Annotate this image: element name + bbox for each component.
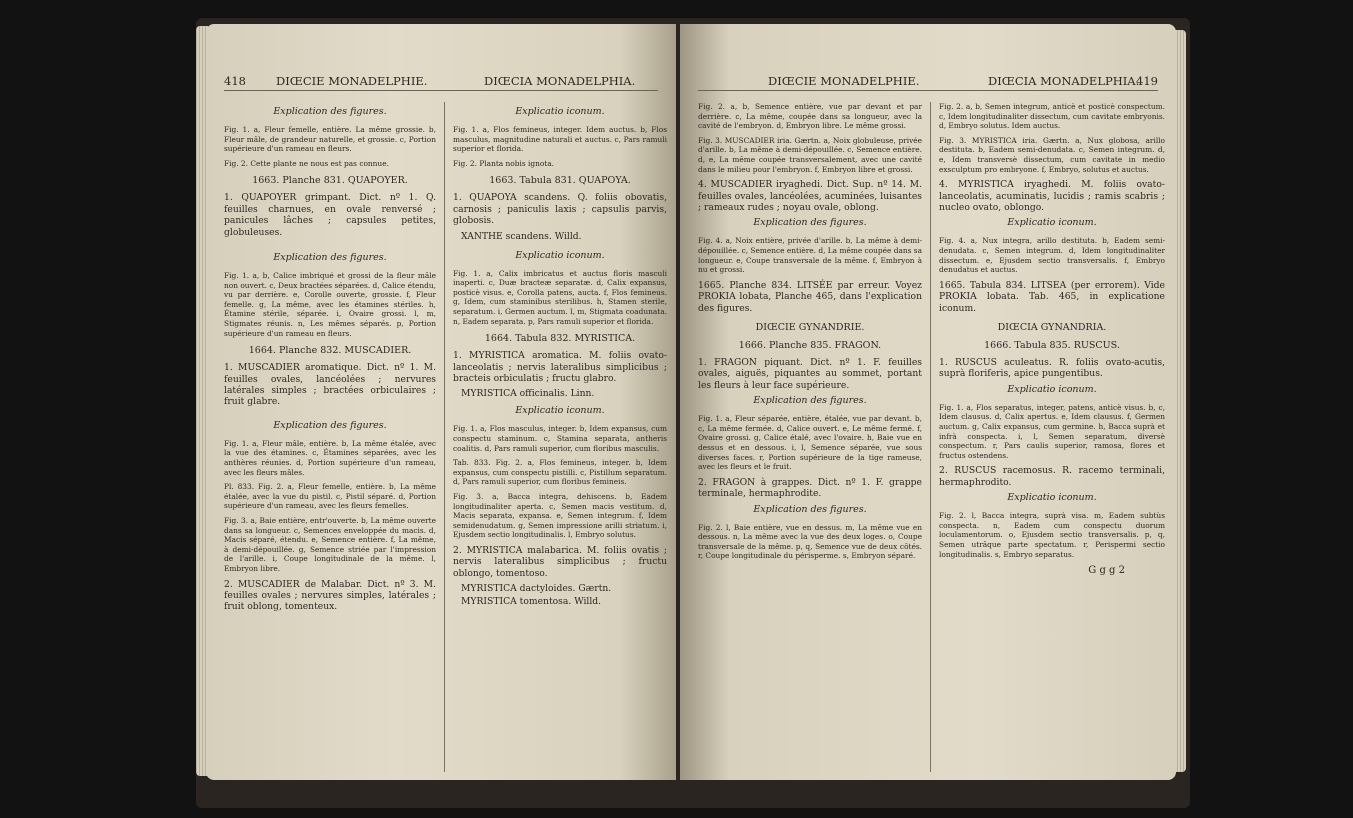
species-entry: 2. MYRISTICA malabarica. M. foliis ovatis ; nervis lateralibus simplicibus ; fructu oblongo, tomentoso. (453, 544, 667, 579)
synonym: MYRISTICA tomentosa. Willd. (461, 596, 602, 608)
expl-title: Explicatio iconum. (515, 106, 605, 117)
fig-text: Fig. 1. a, Fleur femelle, entière. La même grossie. b, Fleur mâle, de grandeur naturelle, et grossie. c, Portion supérieure d'un rameau en fleurs. (224, 125, 436, 154)
header-rule (224, 90, 658, 91)
page-number: 418 (224, 74, 246, 88)
fig-text: Fig. 1. a, Flos femineus, integer. Idem auctus. b, Flos masculus, magnitudine naturali et auctus. c, Pars ramuli superior et florida. (453, 125, 667, 154)
synonym: XANTHE scandens. Willd. (461, 230, 582, 242)
species-entry: 2. RUSCUS racemosus. R. racemo terminali, hermaphrodito. (939, 465, 1165, 488)
header-la: DIŒCIA MONADELPHIA. (988, 74, 1140, 88)
species-entry: 2. FRAGON à grappes. Dict. nº 1. F. grappe terminale, hermaphrodite. (698, 476, 922, 500)
header-rule (698, 90, 1158, 91)
species-entry: 4. MUSCADIER iryaghedi. Dict. Sup. nº 14. M. feuilles ovales, lancéolées, acuminées, luisantes ; rameaux rudes ; noyau ovale, oblong. (698, 179, 922, 213)
header-la: DIŒCIA MONADELPHIA. (484, 74, 636, 88)
expl-title: Explication des figures. (753, 217, 867, 229)
synonym: MYRISTICA dactyloides. Gærtn. (461, 583, 612, 595)
plate-heading: 1663. Tabula 831. QUAPOYA. (489, 175, 631, 187)
species-entry: 1. QUAPOYA scandens. Q. foliis obovatis, carnosis ; paniculis laxis ; capsulis parvis, globosis. (453, 192, 667, 227)
plate-heading: 1663. Planche 831. QUAPOYER. (252, 175, 408, 187)
fig-text: Fig. 2. a, b, Semence entière, vue par devant et par derrière. c, La même, coupée dans sa longueur, avec la cavité de l'embryon. d, Embryon libre. Le même grossi. (698, 102, 922, 131)
species-entry: 1. RUSCUS aculeatus. R. foliis ovato-acutis, suprà floriferis, apice pungentibus. (939, 356, 1165, 380)
expl-title: Explication des figures. (753, 503, 867, 515)
fig-text: Fig. 3. a, Bacca integra, dehiscens. b, Eadem longitudinaliter aperta. c, Semen macis vestitum. d, Macis separata, expansa. e, Semen integrum. f, Idem semidenudatum. g, Semen impressione arilli striatum. i, Ejusdem sectio longitudinalis. l, Embryo solutus. (453, 491, 667, 540)
species-entry: 2. MUSCADIER de Malabar. Dict. nº 3. M. feuilles ovales ; nervures simples, latérales ; fruit oblong, tomenteux. (224, 578, 436, 613)
latin-column (930, 102, 1165, 772)
plate-heading: 1665. Planche 834. LITSÉE par erreur. Voyez PROKIA lobata, Planche 465, dans l'explication des figures. (698, 279, 922, 314)
fig-text: Fig. 2. l, Bacca integra, suprà visa. m, Eadem subtùs conspecta. n, Eadem cum conspectu duorum loculamentorum. o, Ejusdem sectio transversalis. p, q, Semen utrâque parte spectatum. r, Perispermi sectio longitudinalis. s, Embryo separatus. (939, 511, 1165, 559)
section-heading: DIŒCIA GYNANDRIA. (997, 321, 1107, 333)
expl-title: Explicatio iconum. (515, 249, 605, 261)
page-number: 419 (1136, 74, 1158, 88)
fig-text: Fig. 1. a, Fleur mâle, entière. b, La même étalée, avec la vue des étamines. c, Étamines séparées, avec les anthères réunies. d, Portion supérieure d'un rameau, avec les fleurs mâles. (224, 438, 436, 477)
left-page (206, 24, 676, 780)
expl-title: Explicatio iconum. (1007, 492, 1097, 504)
fig-text: Fig. 4. a, Nux integra, arillo destituta. b, Eadem semi-denudata. c, Semen integrum. d, Idem longitudinaliter dissectum. e, Ejusdem sectio transversalis. f, Embryo denudatus et auctus. (939, 236, 1165, 275)
expl-title: Explicatio iconum. (515, 405, 605, 417)
fig-text: Fig. 4. a, Noix entière, privée d'arille. b, La même à demi-dépouillée. c, Semence entière. d, La même coupée dans sa longueur. e, Coupe transversale de la même. f, Embryon à nu et grossi. (698, 236, 922, 275)
fig-text: Fig. 2. a, b, Semen integrum, anticè et posticè conspectum. c, Idem longitudinaliter dissectum, cum cavitate embryonis. d, Embryo solutus. Idem auctus. (939, 102, 1165, 131)
plate-heading: 1664. Tabula 832. MYRISTICA. (484, 333, 636, 345)
fig-text: Fig. 1. a, Fleur séparée, entière, étalée, vue par devant. b, c, La même fermée. d, Calice ouvert. e, Le même fermé. f, Ovaire grossi. g, Calice étalé, avec l'ovaire. h, Baie vue en dessus et en dessous. i, l, Semence séparée, vue sous diverses faces. r, Portion supérieure de la tige rameuse, avec les fleurs et le fruit. (698, 414, 922, 472)
expl-title: Explication des figures. (273, 106, 387, 117)
expl-title: Explication des figures. (273, 419, 387, 431)
right-page (680, 24, 1176, 780)
signature-mark: G g g 2 (1088, 565, 1125, 577)
fig-text: Fig. 1. a, Calix imbricatus et auctus floris masculi inaperti. c, Duæ bracteæ separatæ. d, Calix expansus, posticè visus. e, Corolla patens, aucta. f, Flos femineus. g, Idem, cum staminibus sterilibus. h, Stamen sterile, separatum. i, Germen auctum. l, m, Stigmata coadunata. n, Eadem separata. p, Pars ramuli superior et florida. (453, 268, 667, 326)
fig-text: Fig. 1. a, Flos masculus, integer. b, Idem expansus, cum conspectu staminum. c, Stamina separata, antheris coalitis. d, Pars ramuli superior, cum floribus masculis. (453, 424, 667, 453)
fig-text: Fig. 3. MYRISTICA iria. Gærtn. a, Nux globosa, arillo destituta. b, Eadem semi-denudata. c, Semen integrum. d, e, Idem transversè dissectum, cum cavitate in medio exsculptum pro embryone. f, Embryo, solutus et auctus. (939, 135, 1165, 174)
expl-title: Explication des figures. (273, 252, 387, 263)
species-entry: 1. QUAPOYER grimpant. Dict. nº 1. Q. feuilles charnues, en ovale renversé ; panicules lâches ; capsules petites, globuleuses. (224, 192, 436, 238)
fig-text: Fig. 1. a, b, Calice imbriqué et grossi de la fleur mâle non ouvert. c, Deux bractées séparées. d, Calice étendu, vu par derrière. e, Corolle ouverte, grossie. f, Fleur femelle. g, La même, avec les étamines stériles. h, Étamine stérile, séparée. i, Ovaire grossi. l, m, Stigmates réunis. n, Les mêmes séparés. p, Portion supérieure d'un rameau en fleurs. (224, 271, 436, 338)
expl-title: Explication des figures. (753, 395, 867, 407)
header-fr: DIŒCIE MONADELPHIE. (768, 74, 920, 88)
fig-text: Pl. 833. Fig. 2. a, Fleur femelle, entière. b, La même étalée, avec la vue du pistil. c, Pistil séparé. d, Portion supérieure d'un rameau, avec les fleurs femelles. (224, 482, 436, 511)
fig-text: Fig. 1. a, Flos separatus, integer, patens, anticè visus. b, c, Idem clausus. d, Calix apertus. e, Idem clausus. f, Germen auctum. g, Calix expansus, cum germine. h, Bacca suprà et infrà conspecta. i, l, Semen separatum, diversè conspectum. r, Pars caulis superior, ramosa, flores et fructus ostendens. (939, 402, 1165, 460)
fig-text: Fig. 2. l, Baie entière, vue en dessus. m, La même vue en dessous. n, La même avec la vue des deux loges. o, Coupe transversale de la même. p, q, Semence vue de deux côtés. r, Coupe longitudinale du périsperme. s, Embryon séparé. (698, 522, 922, 561)
plate-heading: 1665. Tabula 834. LITSEA (per errorem). Vide PROKIA lobata. Tab. 465, in explicatione iconum. (939, 279, 1165, 314)
plate-heading: 1664. Planche 832. MUSCADIER. (248, 345, 412, 357)
fig-text: Fig. 2. Cette plante ne nous est pas connue. (224, 158, 389, 168)
synonym: MYRISTICA officinalis. Linn. (461, 388, 595, 400)
fig-text: Fig. 3. MUSCADIER iria. Gærtn. a, Noix globuleuse, privée d'arille. b, La même à demi-dépouillée. c, Semence entière. d, e, La même coupée transversalement, avec une cavité dans le milieu pour l'embryon. f, Embryon libre et grossi. (698, 135, 922, 174)
species-entry: 1. FRAGON piquant. Dict. nº 1. F. feuilles ovales, aiguës, piquantes au sommet, portant les fleurs à leur face supérieure. (698, 356, 922, 391)
expl-title: Explicatio iconum. (1007, 217, 1097, 229)
header-fr: DIŒCIE MONADELPHIE. (276, 74, 428, 88)
species-entry: 4. MYRISTICA iryaghedi. M. foliis ovato-lanceolatis, acuminatis, lucidis ; ramis scabris ; nucleo ovato, oblongo. (939, 179, 1165, 213)
plate-heading: 1666. Planche 835. FRAGON. (738, 339, 882, 351)
fig-text: Tab. 833. Fig. 2. a, Flos femineus, integer. b, Idem expansus, cum conspectu pistilli. c, Pistillum separatum. d, Pars ramuli superior, cum floribus femineis. (453, 458, 667, 487)
species-entry: 1. MYRISTICA aromatica. M. foliis ovato-lanceolatis ; nervis lateralibus simplicibus ; bracteis orbiculatis ; fructu glabro. (453, 350, 667, 384)
french-column (224, 102, 436, 772)
fig-text: Fig. 2. Planta nobis ignota. (453, 158, 555, 168)
expl-title: Explicatio iconum. (1007, 383, 1097, 395)
fig-text: Fig. 3. a, Baie entière, entr'ouverte. b, La même ouverte dans sa longueur. c, Semences enveloppée du macis. d, Macis séparé, étendu. e, Semence entière. f, La même, à demi-dépouillée. g, Semence striée par l'impression de l'arille. i, Coupe longitudinale de la même. l, Embryon libre. (224, 515, 436, 573)
plate-heading: 1666. Tabula 835. RUSCUS. (984, 339, 1120, 351)
section-heading: DIŒCIE GYNANDRIE. (755, 321, 865, 333)
latin-column (444, 102, 667, 772)
french-column (698, 102, 922, 772)
species-entry: 1. MUSCADIER aromatique. Dict. nº 1. M. feuilles ovales, lancéolées ; nervures latérales simples ; bractées orbiculaires ; fruit glabre. (224, 362, 436, 408)
